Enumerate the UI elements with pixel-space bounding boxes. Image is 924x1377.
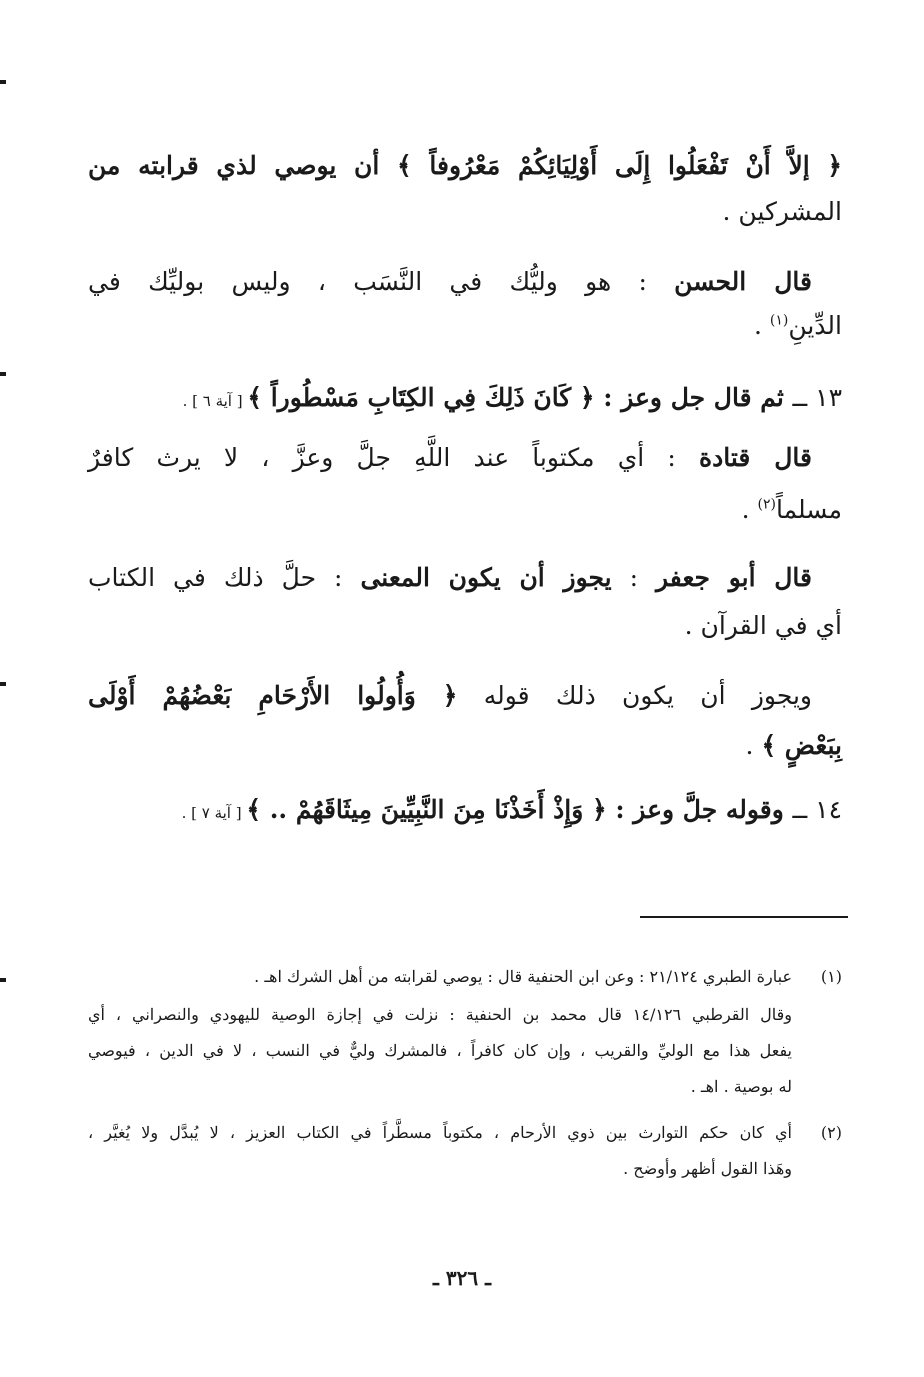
text-line-2 xyxy=(88,192,842,232)
text-line-6 xyxy=(88,438,842,478)
speaker-name: قال الحسن xyxy=(674,267,812,296)
footnote-text: عبارة الطبري ٢١/١٢٤ : وعن ابن الحنفية قال : يوصي لقرابته من أهل الشرك اهـ . xyxy=(254,967,792,986)
line-end: . xyxy=(741,495,758,524)
margin-mark xyxy=(0,978,6,982)
text-line-11 xyxy=(88,726,842,766)
quran-verse: ﴿ وَإِذْ أَخَذْنَا مِنَ النَّبِيِّينَ مِيثَاقَهُمْ .. ﴾ xyxy=(246,795,607,824)
footnote-1-line-2 xyxy=(88,1000,842,1030)
footnote-number: (١) xyxy=(820,967,842,986)
line-text: : هو وليُّك في النَّسَب ، وليس بوليِّك في xyxy=(88,267,675,296)
margin-mark xyxy=(0,372,6,376)
footnote-number: (٢) xyxy=(820,1123,842,1142)
section-number: ١٤ ــ xyxy=(792,795,842,824)
quran-verse: ﴿ كَانَ ذَلِكَ فِي الكِتَابِ مَسْطُوراً ﴾ xyxy=(247,383,595,412)
footnote-1-line-4 xyxy=(88,1072,842,1102)
footnote-text: وقال القرطبي ١٤/١٢٦ قال محمد بن الحنفية : نزلت في إجازة الوصية لليهودي والنصراني ، أي xyxy=(88,1005,792,1024)
footnote-2-line-2 xyxy=(88,1154,842,1184)
verse-ref: [ آية ٦ ] . xyxy=(182,392,248,410)
verse-ref: [ آية ٧ ] . xyxy=(181,804,247,822)
line-text: المشركين . xyxy=(722,197,842,226)
footnote-separator xyxy=(640,916,848,918)
section-intro: وقوله جلَّ وعز : xyxy=(606,795,793,824)
margin-mark xyxy=(0,80,6,84)
footnote-ref-2: (٢) xyxy=(757,496,776,513)
text-line-4 xyxy=(88,306,842,346)
footnote-2-line-1 xyxy=(88,1118,842,1148)
footnote-ref-1: (١) xyxy=(769,312,789,329)
line-text: : xyxy=(611,563,656,592)
footnote-text: وهَذا القول أظهر وأوضح . xyxy=(623,1159,792,1178)
section-13-heading xyxy=(88,378,842,418)
speaker-name: قال قتادة xyxy=(698,443,812,472)
text-line-9 xyxy=(88,606,842,646)
text-line-10 xyxy=(88,676,842,716)
text-line-1 xyxy=(88,146,842,186)
margin-mark xyxy=(0,682,6,686)
line-text: أي في القرآن . xyxy=(684,611,842,640)
line-text: الدِّينِ xyxy=(788,311,842,340)
footnote-text: له بوصية . اهـ . xyxy=(690,1077,792,1096)
bold-phrase: يجوز أن يكون المعنى xyxy=(360,563,612,592)
section-number: ١٣ ــ xyxy=(792,383,842,412)
line-text: : أي مكتوباً عند اللَّهِ جلَّ وعزَّ ، لا يرث كافرٌ xyxy=(88,443,699,472)
section-intro: ثم قال جل وعز : xyxy=(594,383,793,412)
line-text: مسلماً xyxy=(775,495,842,524)
footnote-1-line-3 xyxy=(88,1036,842,1066)
quran-verse: بِبَعْضٍ ﴾ xyxy=(761,731,842,760)
text-line-3 xyxy=(88,262,842,302)
footnote-text: أي كان حكم التوارث بين ذوي الأرحام ، مكتوباً مسطَّراً في الكتاب العزيز ، لا يُبدَّل ولا يُغيَّر ، xyxy=(88,1123,793,1142)
line-end: . xyxy=(745,731,762,760)
quran-quote: ﴿ إلاَّ أَنْ تَفْعَلُوا إِلَى أَوْلِيَائِكُمْ مَعْرُوفاً ﴾ أن يوصي لذي قرابته من xyxy=(88,151,842,180)
footnote-text: يفعل هذا مع الوليِّ والقريب ، وإن كان كافراً ، فالمشرك وليٌّ في النسب ، لا في الدين ، فيوصي xyxy=(88,1041,792,1060)
line-end: . xyxy=(753,311,770,340)
section-14-heading xyxy=(88,790,842,830)
text-line-8 xyxy=(88,558,842,598)
line-text: : حلَّ ذلك في الكتاب xyxy=(88,563,361,592)
text-line-7 xyxy=(88,490,842,530)
speaker-name: قال أبو جعفر xyxy=(656,563,813,592)
page-number: ـ ٣٢٦ ـ xyxy=(433,1266,491,1290)
quran-verse: ﴿ وَأُولُوا الأَرْحَامِ بَعْضُهُمْ أَوْلَى xyxy=(88,681,458,710)
footnote-1-line-1 xyxy=(88,962,842,992)
line-text: ويجوز أن يكون ذلك قوله xyxy=(457,681,812,710)
